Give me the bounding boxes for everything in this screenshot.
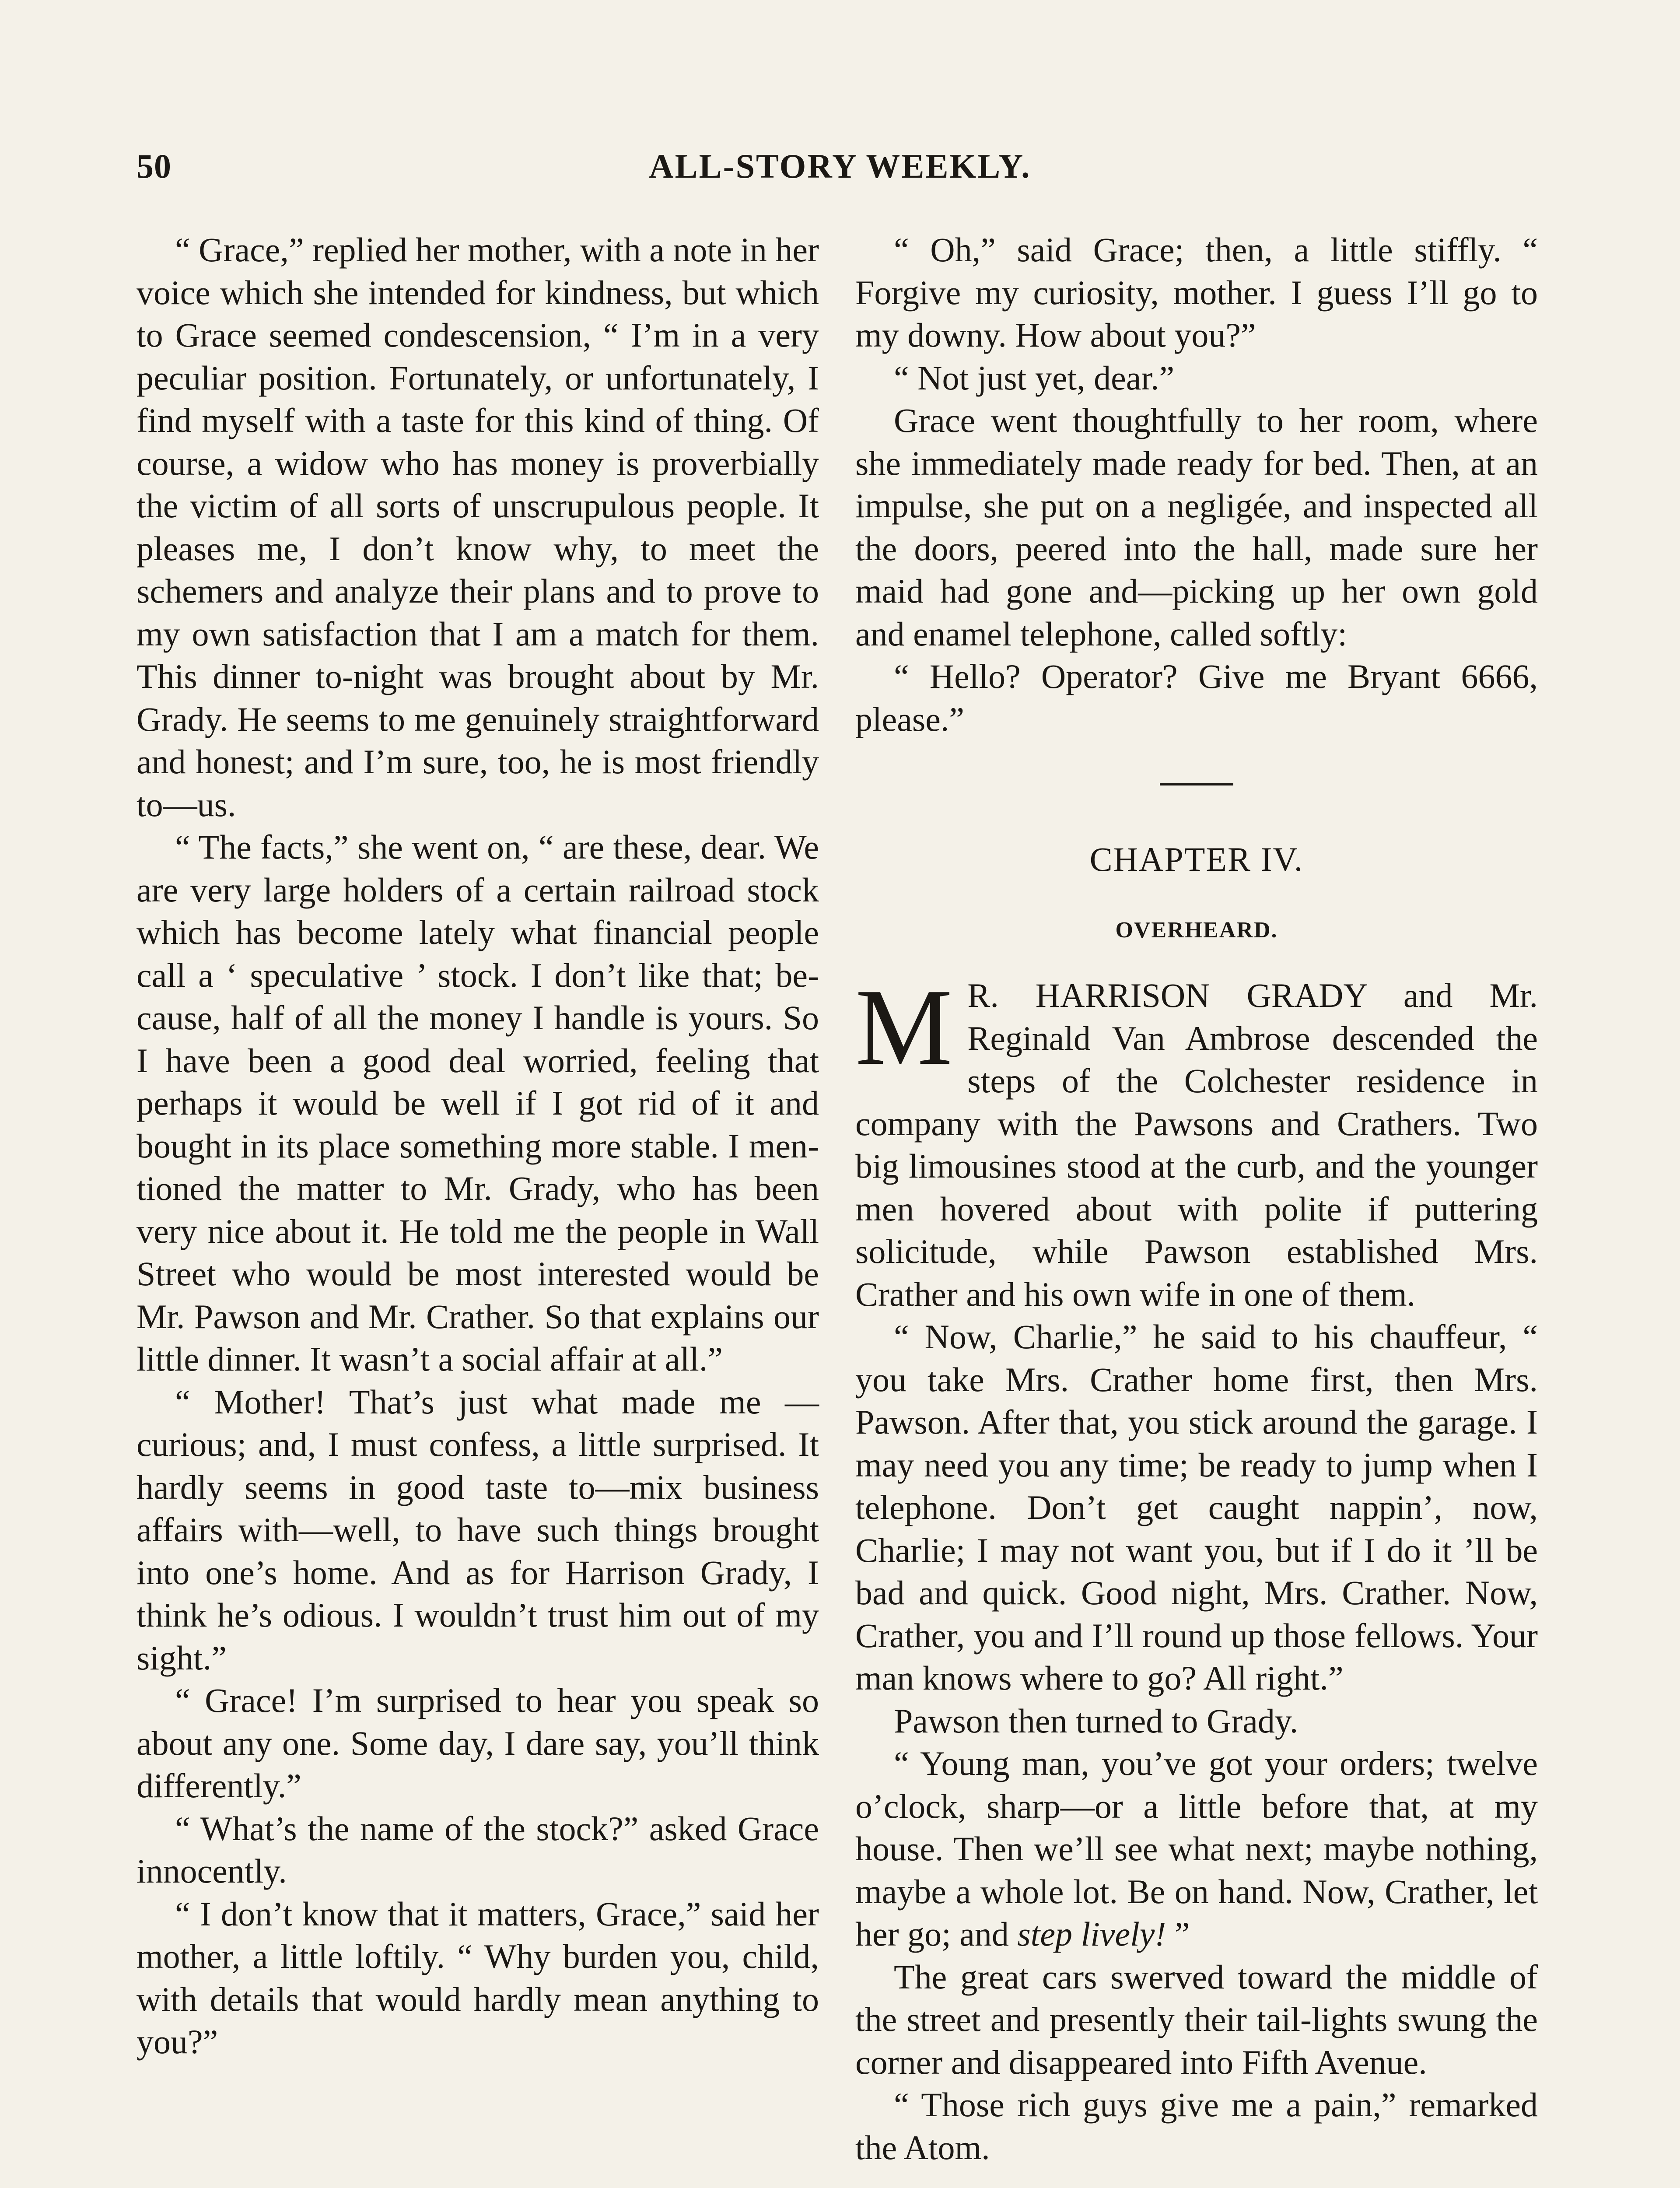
paragraph: The great cars swerved toward the middle of the street and presently their tail-lights swung the corner and disappeared into Fifth Avenue. <box>855 1957 1538 2081</box>
paragraph: “ I don’t know that it matters, Grace,” said her mother, a little loftily. “ Why burden you, child, with details that would hardly mean anything to you?” <box>136 1894 819 2061</box>
paragraph: “ Oh,” said Grace; then, a little stiffly. “ Forgive my curiosity, mother. I guess I’ll go to my downy. How about you?” <box>855 231 1538 354</box>
paragraph-text: “ Young man, you’ve got your orders; twelve o’clock, sharp—or a little before that, at my house. Then we’ll see what next; maybe nothing, maybe a whole lot. Be on hand. Now, Crather, let her go; and <box>855 1744 1538 1953</box>
section-divider <box>1160 783 1233 785</box>
chapter-subtitle: OVERHEARD. <box>1115 917 1278 943</box>
chapter-opening-paragraph <box>855 967 1538 1315</box>
paragraph: “ Those rich guys give me a pain,” remarked the Atom. <box>855 2086 1538 2167</box>
paragraph: “ The facts,” she went on, “ are these, dear. We are very large holders of a certain railroad stock which has become lately what financial people call a ‘ speculative ’ stock. I don’t like that; because, half of all the money I handle is yours. So I have been a good deal worried, feeling that perhaps it would be well if I got rid of it and bought in its place something more stable. I mentioned the matter to Mr. Grady, who has been very nice about it. He told me the people in Wall Street who would be most interested would be Mr. Pawson and Mr. Crather. So that explains our little dinner. It wasn’t a social affair at all.” <box>136 828 819 1378</box>
paragraph: “ Grace! I’m surprised to hear you speak so about any one. Some day, I dare say, you’ll think differently.” <box>136 1681 819 1805</box>
paragraph: “ Not just yet, dear.” <box>894 358 1175 397</box>
closing-quote: ” <box>1166 1915 1190 1953</box>
running-head: ALL-STORY WEEKLY. <box>649 147 1031 185</box>
paragraph: “ What’s the name of the stock?” asked Grace innocently. <box>136 1809 819 1890</box>
left-column <box>136 228 819 2063</box>
paragraph: Pawson then turned to Grady. <box>894 1701 1298 1740</box>
page-number: 50 <box>136 147 172 185</box>
paragraph: “ Hello? Operator? Give me Bryant 6666, please.” <box>855 657 1538 738</box>
paragraph: “ Grace,” replied her mother, with a note in her voice which she intended for kindness, but which to Grace seemed condescension, “ I’m in a very peculiar position. Fortunately, or unfortunately, I find myself with a taste for this kind of thing. Of course, a widow who has money is proverbially the victim of all sorts of unscrupulous people. It pleases me, I don’t know why, to meet the schemers and analyze their plans and to prove to my own satisfaction that I am a match for them. This dinner to-night was brought about by Mr. Grady. He seems to me genuinely straightforward and honest; and I’m sure, too, he is most friendly to—us. <box>136 231 819 824</box>
italic-text: step lively! <box>1017 1915 1166 1953</box>
right-column <box>855 228 1538 2169</box>
paragraph: “ Now, Charlie,” he said to his chauffeur, “ you take Mrs. Crather home first, then Mrs. Pawson. After that, you stick around the garage. I may need you any time; be ready to jump when I telephone. Don’t get caught nappin’, now, Charlie; I may not want you, but if I do it ’ll be bad and quick. Good night, Mrs. Crather. Now, Crather, you and I’ll round up those fellows. Your man knows where to go? All right.” <box>855 1318 1538 1697</box>
opening-text: R. HARRISON GRADY and Mr. Reginald Van Ambrose descended the steps of the Colchester residence in company with the Pawsons and Crathers. Two big limousines stood at the curb, and the younger men hovered about with polite if puttering solicitude, while Pawson established Mrs. Crather and his own wife in one of them. <box>855 976 1538 1313</box>
drop-cap: M <box>855 967 953 1088</box>
chapter-title: CHAPTER IV. <box>1089 840 1304 878</box>
paragraph: “ Mother! That’s just what made me —curious; and, I must confess, a little surprised. It hardly seems in good taste to—mix business affairs with—well, to have such things brought into one’s home. And as for Harrison Grady, I think he’s odious. I wouldn’t trust him out of my sight.” <box>136 1382 819 1677</box>
paragraph: Grace went thoughtfully to her room, where she immediately made ready for bed. Then, at an impulse, she put on a negligée, and inspected all the doors, peered into the hall, made sure her maid had gone and—picking up her own gold and enamel telephone, called softly: <box>855 401 1538 653</box>
paragraph <box>855 1742 1538 1956</box>
